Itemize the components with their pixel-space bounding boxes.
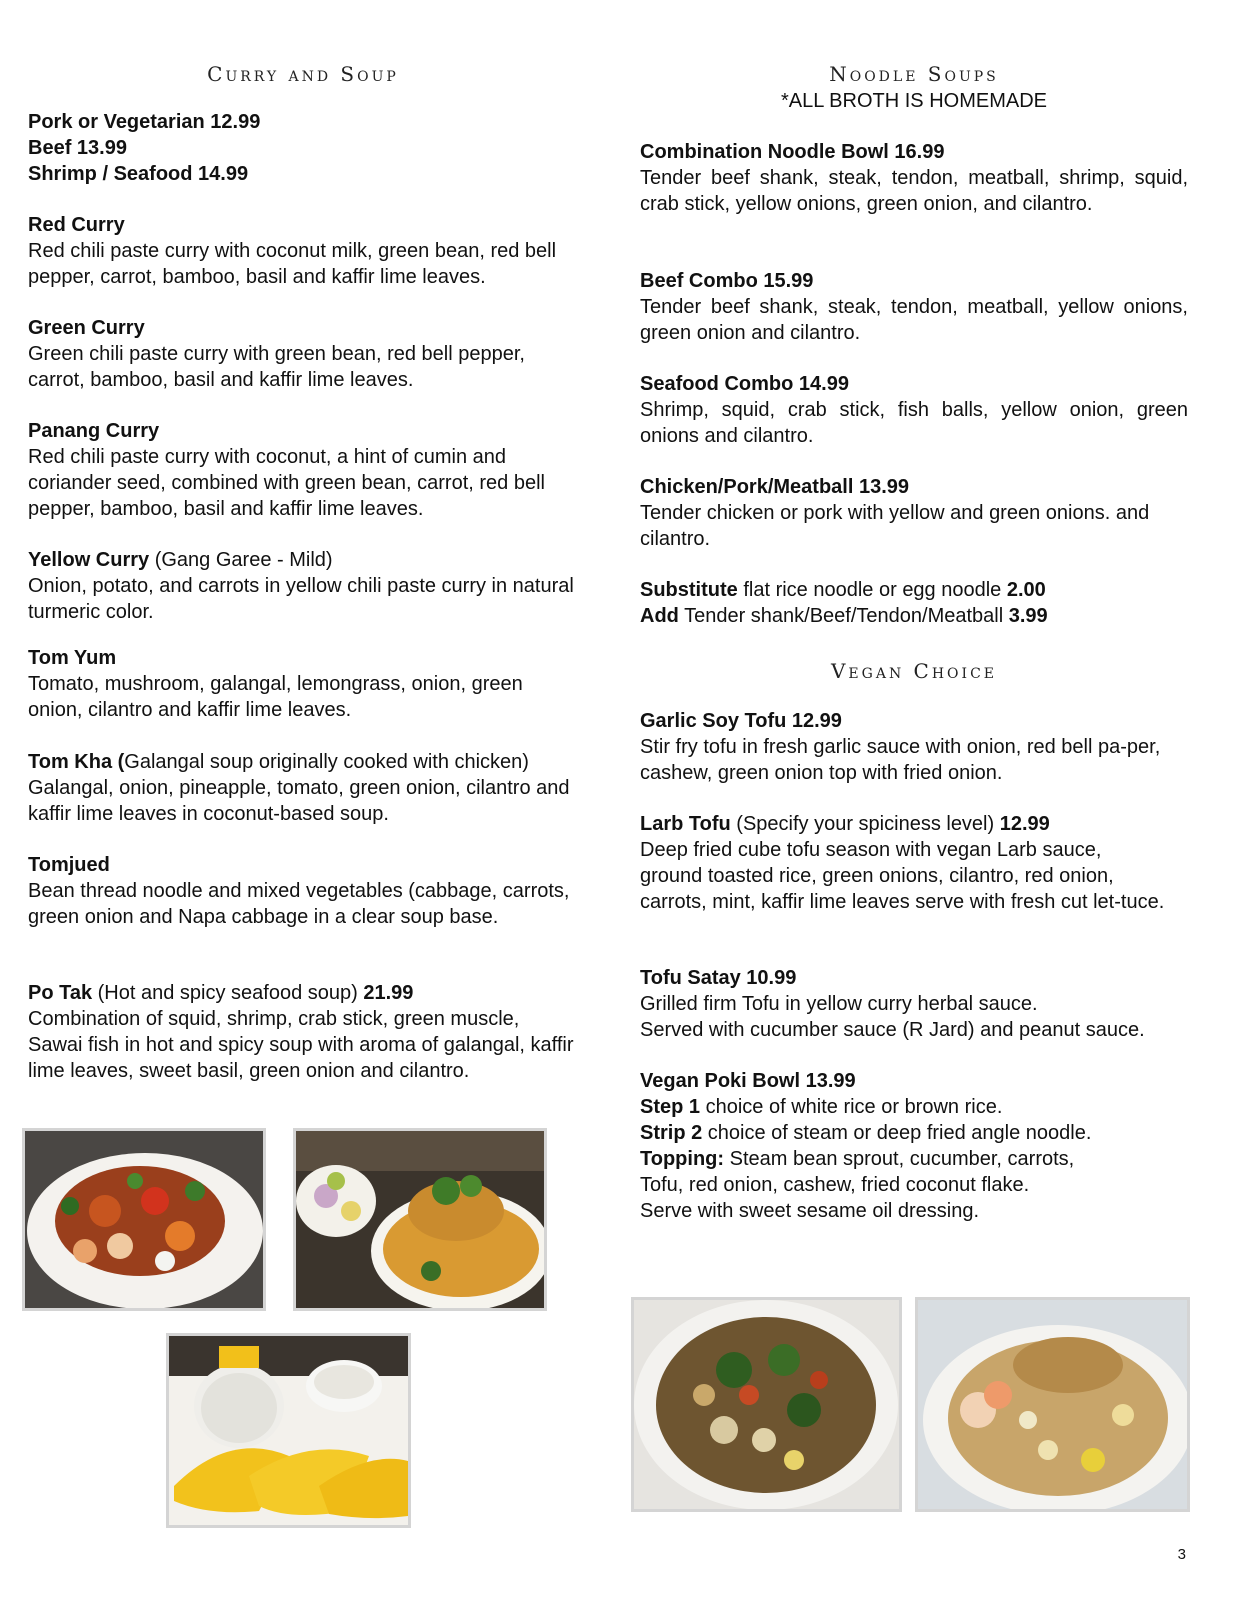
item-description: Deep fried cube tofu season with vegan Larb sauce, ground toasted rice, green onions, cilantro, red onion, carrots, mint, kaffir lime leaves serve with fresh cut let-tuce. bbox=[640, 839, 1165, 913]
step-text: choice of white rice or brown rice. bbox=[700, 1096, 1003, 1118]
item-name: Beef Combo 15.99 bbox=[640, 270, 814, 292]
section-heading-vegan-choice: Vegan Choice bbox=[830, 659, 997, 683]
item-name: Tomjued bbox=[28, 854, 110, 876]
menu-item-tofu-satay bbox=[640, 965, 1188, 1043]
item-description: Red chili paste curry with coconut, a hint of cumin and coriander seed, combined with green bean, carrot, red bell pepper, bamboo, basil and kaffir lime leaves. bbox=[28, 446, 545, 520]
item-description: Green chili paste curry with green bean, red bell pepper, carrot, bamboo, basil and kaffir lime leaves. bbox=[28, 343, 525, 391]
price-line: Shrimp / Seafood 14.99 bbox=[28, 163, 249, 185]
food-photo-mango-sticky-rice bbox=[166, 1333, 411, 1528]
food-photo-pad-thai bbox=[915, 1297, 1190, 1512]
item-description: Tender beef shank, steak, tendon, meatball, yellow onions, green onion and cilantro. bbox=[640, 296, 1188, 344]
item-description: Served with cucumber sauce (R Jard) and peanut sauce. bbox=[640, 1019, 1145, 1041]
item-description: Grilled firm Tofu in yellow curry herbal sauce. bbox=[640, 993, 1038, 1015]
item-price: 21.99 bbox=[363, 982, 414, 1004]
food-photo-khao-soi bbox=[293, 1128, 547, 1311]
item-name: Garlic Soy Tofu 12.99 bbox=[640, 710, 842, 732]
item-description: Bean thread noodle and mixed vegetables (cabbage, carrots, green onion and Napa cabbage in a clear soup base. bbox=[28, 880, 570, 928]
add-text: Tender shank/Beef/Tendon/Meatball bbox=[678, 605, 1009, 627]
item-name: Vegan Poki Bowl 13.99 bbox=[640, 1070, 856, 1092]
price-line: Pork or Vegetarian 12.99 bbox=[28, 111, 261, 133]
item-name: Tom Kha ( bbox=[28, 751, 125, 773]
section-subheading: *ALL BROTH IS HOMEMADE bbox=[781, 90, 1047, 112]
topping-text: Steam bean sprout, cucumber, carrots, bbox=[724, 1148, 1075, 1170]
substitute-text: flat rice noodle or egg noodle bbox=[737, 579, 1007, 601]
menu-item-vegan-poki-bowl bbox=[640, 1068, 1188, 1224]
price-line: Beef 13.99 bbox=[28, 137, 127, 159]
menu-item-chicken-pork-meatball bbox=[640, 474, 1188, 552]
section-heading-curry-soup: Curry and Soup bbox=[207, 62, 399, 86]
menu-item-yellow-curry bbox=[28, 547, 578, 625]
menu-item-green-curry bbox=[28, 315, 578, 393]
topping-text: Tofu, red onion, cashew, fried coconut flake. bbox=[640, 1174, 1030, 1196]
item-name: Seafood Combo 14.99 bbox=[640, 373, 849, 395]
menu-item-beef-combo bbox=[640, 268, 1188, 346]
menu-item-seafood-combo bbox=[640, 371, 1188, 449]
menu-item-tomjued bbox=[28, 852, 578, 930]
item-name: Combination Noodle Bowl 16.99 bbox=[640, 141, 945, 163]
item-note: (Specify your spiciness level) bbox=[730, 813, 1000, 835]
step-label: Step 1 bbox=[640, 1096, 701, 1118]
menu-item-tom-kha bbox=[28, 749, 578, 827]
menu-item-red-curry bbox=[28, 212, 578, 290]
item-description: Galangal, onion, pineapple, tomato, green onion, cilantro and kaffir lime leaves in coconut-based soup. bbox=[28, 777, 570, 825]
price-list bbox=[28, 109, 578, 187]
item-description: Combination of squid, shrimp, crab stick, green muscle, Sawai fish in hot and spicy soup with aroma of galangal, kaffir lime leaves, sweet basil, green onion and cilantro. bbox=[28, 1008, 574, 1082]
add-ons bbox=[640, 577, 1188, 629]
item-description: Red chili paste curry with coconut milk, green bean, red bell pepper, carrot, bamboo, basil and kaffir lime leaves. bbox=[28, 240, 557, 288]
menu-item-larb-tofu bbox=[640, 811, 1168, 915]
step-text: choice of steam or deep fried angle noodle. bbox=[702, 1122, 1092, 1144]
topping-label: Topping: bbox=[640, 1148, 725, 1170]
add-price: 3.99 bbox=[1008, 605, 1048, 627]
item-note: Galangal soup originally cooked with chicken) bbox=[124, 751, 529, 773]
step-label: Strip 2 bbox=[640, 1122, 703, 1144]
item-name: Red Curry bbox=[28, 214, 125, 236]
menu-item-tom-yum bbox=[28, 645, 578, 723]
dressing-text: Serve with sweet sesame oil dressing. bbox=[640, 1200, 980, 1222]
menu-item-combination-noodle-bowl bbox=[640, 139, 1188, 217]
item-name: Larb Tofu bbox=[640, 813, 731, 835]
substitute-label: Substitute bbox=[640, 579, 738, 601]
item-price: 12.99 bbox=[999, 813, 1050, 835]
item-description: Onion, potato, and carrots in yellow chili paste curry in natural turmeric color. bbox=[28, 575, 574, 623]
item-name: Green Curry bbox=[28, 317, 145, 339]
item-description: Tender chicken or pork with yellow and green onions. and cilantro. bbox=[640, 502, 1150, 550]
item-note: (Gang Garee - Mild) bbox=[149, 549, 333, 571]
section-heading-noodle-soups: Noodle Soups bbox=[829, 62, 999, 86]
item-note: (Hot and spicy seafood soup) bbox=[92, 982, 364, 1004]
item-description: Shrimp, squid, crab stick, fish balls, yellow onion, green onions and cilantro. bbox=[640, 399, 1188, 447]
menu-item-po-tak bbox=[28, 980, 578, 1084]
food-photo-stir-fry-shrimp bbox=[22, 1128, 266, 1311]
item-name: Yellow Curry bbox=[28, 549, 150, 571]
menu-item-garlic-soy-tofu bbox=[640, 708, 1168, 786]
item-description: Tomato, mushroom, galangal, lemongrass, onion, green onion, cilantro and kaffir lime leaves. bbox=[28, 673, 523, 721]
item-name: Tofu Satay 10.99 bbox=[640, 967, 797, 989]
menu-item-panang-curry bbox=[28, 418, 578, 522]
item-description: Stir fry tofu in fresh garlic sauce with onion, red bell pa-per, cashew, green onion top with fried onion. bbox=[640, 736, 1161, 784]
item-name: Panang Curry bbox=[28, 420, 160, 442]
substitute-price: 2.00 bbox=[1006, 579, 1046, 601]
add-label: Add bbox=[640, 605, 679, 627]
item-name: Chicken/Pork/Meatball 13.99 bbox=[640, 476, 910, 498]
item-description: Tender beef shank, steak, tendon, meatball, shrimp, squid, crab stick, yellow onions, green onion, and cilantro. bbox=[640, 167, 1188, 215]
page-number: 3 bbox=[1177, 1546, 1186, 1563]
item-name: Tom Yum bbox=[28, 647, 117, 669]
food-photo-stir-fry-vegetables bbox=[631, 1297, 902, 1512]
item-name: Po Tak bbox=[28, 982, 93, 1004]
